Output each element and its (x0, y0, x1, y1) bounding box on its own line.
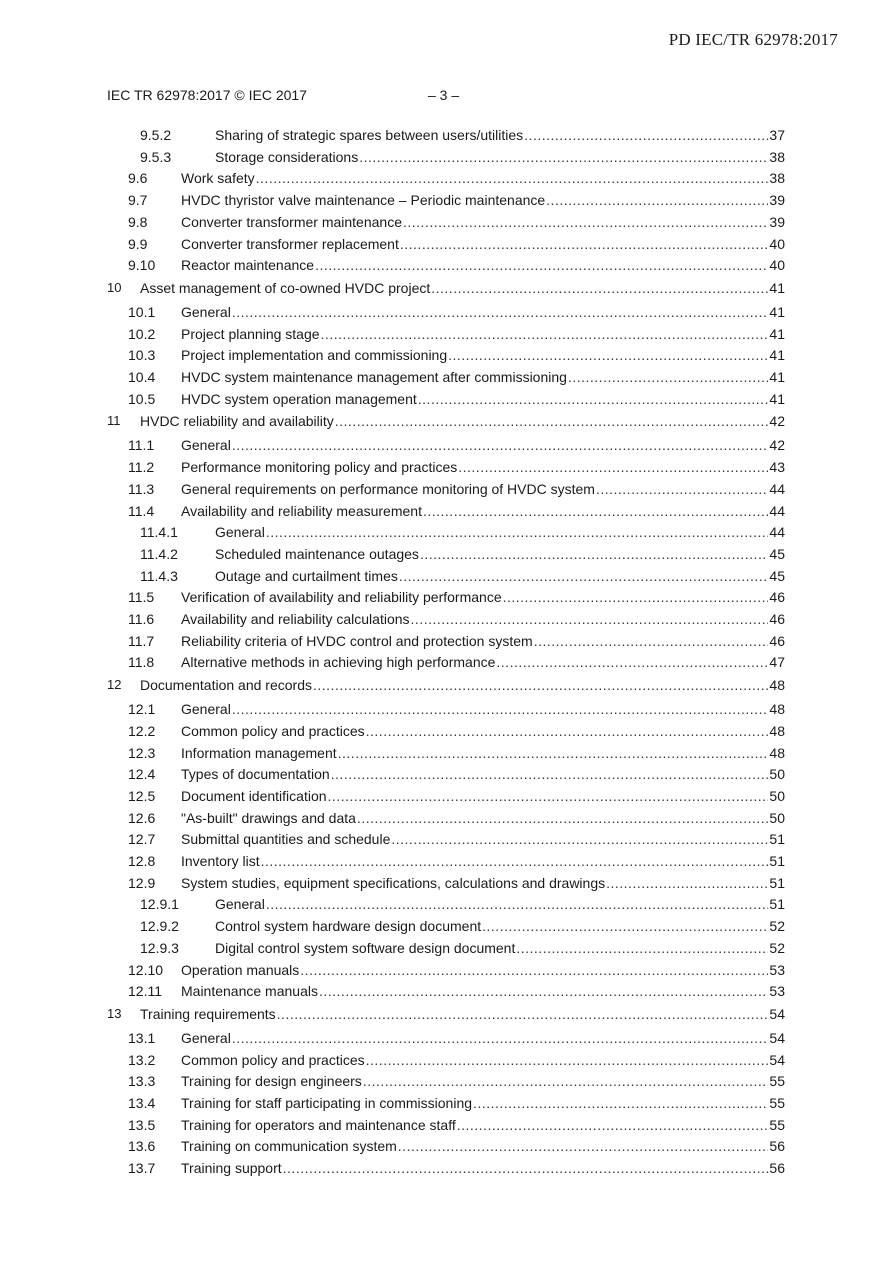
toc-entry[interactable] (0, 610, 892, 628)
toc-entry[interactable] (0, 480, 892, 498)
toc-page-number: 48 (769, 722, 785, 739)
toc-title: HVDC thyristor valve maintenance – Periodic maintenance (181, 192, 546, 209)
toc-page-number: 41 (769, 390, 785, 407)
dot-leader (277, 1005, 769, 1023)
toc-title: Reactor maintenance (181, 257, 315, 274)
toc-title: System studies, equipment specifications, calculations and drawings (181, 874, 606, 891)
toc-page-number: 45 (769, 545, 785, 562)
toc-page-number: 54 (769, 1029, 785, 1046)
toc-entry[interactable] (0, 895, 892, 913)
toc-title: HVDC system operation management (181, 390, 417, 407)
dot-leader (457, 1116, 769, 1134)
toc-number: 11.3 (128, 480, 155, 497)
toc-page-number: 40 (769, 257, 785, 274)
dot-leader (568, 368, 768, 386)
toc-number: 12.1 (128, 701, 156, 718)
dot-leader (335, 412, 769, 430)
dot-leader (534, 632, 769, 650)
toc-entry[interactable] (0, 787, 892, 805)
toc-title: General (181, 1029, 231, 1046)
toc-entry[interactable] (0, 961, 892, 979)
toc-number: 12.4 (128, 766, 156, 783)
toc-title: Common policy and practices (181, 1051, 365, 1068)
toc-title: Digital control system software design document (215, 939, 516, 956)
toc-number: 10 (107, 279, 122, 295)
toc-entry[interactable] (0, 213, 892, 231)
toc-title: Project implementation and commissioning (181, 347, 448, 364)
toc-number: 11 (107, 413, 121, 429)
toc-entry[interactable] (0, 1051, 892, 1069)
toc-entry[interactable] (0, 676, 892, 694)
toc-number: 9.6 (128, 170, 148, 187)
dot-leader (400, 235, 769, 253)
dot-leader (411, 610, 769, 628)
toc-entry[interactable] (0, 874, 892, 892)
dot-leader (321, 325, 769, 343)
toc-title: Outage and curtailment times (215, 567, 398, 584)
toc-title: General (181, 701, 231, 718)
toc-title: Common policy and practices (181, 722, 365, 739)
toc-page-number: 43 (769, 459, 785, 476)
dot-leader (448, 346, 768, 364)
dot-leader (403, 213, 768, 231)
toc-entry[interactable] (0, 346, 892, 364)
dot-leader (357, 809, 768, 827)
dot-leader (458, 458, 768, 476)
toc-number: 9.7 (128, 192, 148, 209)
dot-leader (431, 279, 768, 297)
toc-entry[interactable] (0, 744, 892, 762)
toc-entry[interactable] (0, 390, 892, 408)
toc-page-number: 51 (769, 874, 785, 891)
toc-page-number: 48 (769, 701, 785, 718)
toc-entry[interactable] (0, 235, 892, 253)
toc-entry[interactable] (0, 502, 892, 520)
dot-leader (546, 191, 768, 209)
toc-title: Operation manuals (181, 961, 300, 978)
toc-number: 10.4 (128, 369, 156, 385)
dot-leader (606, 874, 768, 892)
toc-number: 12.8 (128, 853, 156, 869)
dot-leader (482, 917, 768, 935)
toc-entry[interactable] (0, 256, 892, 274)
toc-page-number: 46 (769, 632, 785, 649)
toc-page-number: 42 (769, 437, 785, 454)
toc-entry[interactable] (0, 368, 892, 386)
toc-number: 13.5 (128, 1116, 156, 1133)
toc-title: General (215, 896, 265, 913)
toc-page-number: 41 (769, 325, 785, 342)
toc-entry[interactable] (0, 632, 892, 650)
toc-number: 12.9 (128, 874, 156, 891)
toc-title: Converter transformer replacement (181, 235, 399, 252)
toc-entry[interactable] (0, 1137, 892, 1155)
dot-leader (232, 1029, 769, 1047)
toc-entry[interactable] (0, 545, 892, 563)
toc-number: 13.7 (128, 1160, 156, 1177)
toc-title: Alternative methods in achieving high performance (181, 654, 496, 671)
toc-title: Sharing of strategic spares between users/utilities (215, 127, 524, 143)
dot-leader (423, 502, 768, 520)
toc-page-number: 45 (769, 567, 785, 584)
toc-number: 9.5.2 (140, 127, 172, 143)
toc-entry[interactable] (0, 303, 892, 321)
toc-number: 12 (107, 677, 122, 693)
toc-title: HVDC reliability and availability (140, 413, 334, 430)
dot-leader (300, 961, 768, 979)
toc-title: Training on communication system (181, 1138, 397, 1155)
toc-number: 12.5 (128, 787, 156, 804)
toc-title: Training support (181, 1160, 282, 1177)
toc-page-number: 55 (769, 1073, 785, 1090)
toc-title: Training for design engineers (181, 1073, 362, 1090)
toc-page-number: 50 (769, 809, 785, 826)
toc-page-number: 47 (769, 654, 785, 671)
toc-title: General (181, 303, 231, 320)
toc-entry[interactable] (0, 1005, 892, 1023)
toc-page-number: 53 (769, 961, 785, 978)
toc-entry[interactable] (0, 279, 892, 297)
toc-number: 11.4.2 (140, 545, 178, 562)
toc-title: Scheduled maintenance outages (215, 545, 419, 562)
toc-title: Types of documentation (181, 766, 330, 783)
toc-title: "As-built" drawings and data (181, 809, 356, 826)
toc-page-number: 46 (769, 611, 785, 627)
toc-page-number: 52 (769, 939, 785, 956)
toc-page-number: 39 (769, 192, 785, 209)
toc-page-number: 50 (769, 787, 785, 804)
toc-number: 13 (107, 1005, 122, 1021)
toc-entry[interactable] (0, 412, 892, 430)
toc-number: 12.2 (128, 722, 156, 739)
running-header-standard: IEC TR 62978:2017 © IEC 2017 (107, 87, 307, 103)
toc-page-number: 38 (769, 148, 785, 165)
dot-leader (418, 390, 769, 408)
toc-number: 12.9.1 (140, 896, 179, 913)
toc-page-number: 38 (769, 170, 785, 187)
dot-leader (366, 722, 769, 740)
toc-title: Training for staff participating in commissioning (181, 1095, 473, 1111)
toc-page-number: 51 (769, 831, 785, 848)
page-number: – 3 – (428, 87, 460, 103)
dot-leader (496, 653, 768, 671)
toc-title: Reliability criteria of HVDC control and protection system (181, 632, 533, 649)
toc-title: Submittal quantities and schedule (181, 831, 391, 848)
dot-leader (420, 545, 768, 563)
toc-title: Work safety (181, 170, 255, 187)
toc-page-number: 41 (769, 369, 785, 385)
dot-leader (261, 852, 769, 870)
toc-title: Training for operators and maintenance staff (181, 1116, 456, 1133)
toc-title: Inventory list (181, 853, 260, 869)
toc-number: 9.10 (128, 257, 156, 274)
dot-leader (363, 1072, 769, 1090)
toc-entry[interactable] (0, 1029, 892, 1047)
toc-number: 12.3 (128, 744, 156, 761)
toc-page-number: 37 (769, 127, 785, 143)
toc-number: 13.3 (128, 1073, 156, 1090)
dot-leader (391, 830, 768, 848)
toc-number: 11.8 (128, 654, 155, 671)
toc-page-number: 54 (769, 1005, 785, 1022)
toc-page-number: 55 (769, 1095, 785, 1111)
dot-leader (283, 1159, 769, 1177)
toc-entry[interactable] (0, 852, 892, 870)
toc-title: Converter transformer maintenance (181, 213, 402, 230)
toc-entry[interactable] (0, 148, 892, 166)
toc-entry[interactable] (0, 523, 892, 541)
toc-title: Information management (181, 744, 337, 761)
toc-entry[interactable] (0, 809, 892, 827)
dot-leader (232, 700, 769, 718)
toc-entry[interactable] (0, 939, 892, 957)
dot-leader (473, 1094, 768, 1112)
dot-leader (596, 480, 768, 498)
toc-entry[interactable] (0, 1094, 892, 1112)
toc-title: HVDC system maintenance management after commissioning (181, 369, 567, 385)
document-id-header: PD IEC/TR 62978:2017 (668, 30, 838, 49)
dot-leader (266, 895, 769, 913)
toc-title: Training requirements (140, 1005, 276, 1022)
dot-leader (398, 1137, 769, 1155)
toc-page-number: 41 (769, 303, 785, 320)
toc-number: 10.2 (128, 325, 156, 342)
toc-title: Document identification (181, 787, 327, 804)
toc-number: 9.5.3 (140, 148, 172, 165)
toc-number: 11.4.1 (140, 524, 178, 541)
toc-title: Maintenance manuals (181, 983, 318, 1000)
toc-number: 13.2 (128, 1051, 156, 1068)
toc-page-number: 44 (769, 502, 785, 519)
dot-leader (266, 523, 769, 541)
toc-number: 11.7 (128, 632, 155, 649)
toc-title: Verification of availability and reliability performance (181, 589, 502, 606)
toc-number: 12.9.2 (140, 918, 179, 935)
toc-page-number: 48 (769, 677, 785, 694)
toc-entry[interactable] (0, 325, 892, 343)
toc-number: 10.1 (128, 303, 156, 320)
dot-leader (319, 982, 768, 1000)
dot-leader (359, 148, 768, 166)
toc-number: 9.9 (128, 235, 148, 252)
toc-number: 12.7 (128, 831, 156, 848)
toc-entry[interactable] (0, 1159, 892, 1177)
toc-title: Documentation and records (140, 677, 312, 694)
toc-page-number: 48 (769, 744, 785, 761)
toc-page-number: 44 (769, 524, 785, 541)
dot-leader (315, 256, 768, 274)
toc-entry[interactable] (0, 1072, 892, 1090)
toc-title: Asset management of co-owned HVDC project (140, 279, 431, 296)
dot-leader (313, 676, 768, 694)
toc-number: 11.4 (128, 502, 155, 519)
toc-number: 13.1 (128, 1029, 156, 1046)
toc-number: 12.9.3 (140, 939, 179, 956)
toc-entry[interactable] (0, 191, 892, 209)
dot-leader (399, 567, 769, 585)
toc-number: 12.10 (128, 961, 164, 978)
toc-number: 11.6 (128, 611, 155, 627)
toc-entry[interactable] (0, 436, 892, 454)
toc-page-number: 42 (769, 413, 785, 430)
toc-title: General (215, 524, 265, 541)
dot-leader (366, 1051, 769, 1069)
toc-number: 12.11 (128, 983, 162, 1000)
toc-page-number: 46 (769, 589, 785, 606)
dot-leader (503, 588, 769, 606)
toc-page-number: 55 (769, 1116, 785, 1133)
toc-entry[interactable] (0, 700, 892, 718)
toc-entry[interactable] (0, 917, 892, 935)
dot-leader (524, 126, 768, 144)
toc-page-number: 56 (769, 1138, 785, 1155)
toc-number: 11.2 (128, 459, 155, 476)
toc-number: 11.5 (128, 589, 155, 606)
toc-entry[interactable] (0, 653, 892, 671)
toc-entry[interactable] (0, 169, 892, 187)
toc-title: Availability and reliability measurement (181, 502, 422, 519)
toc-page-number: 51 (769, 853, 785, 869)
toc-page-number: 53 (769, 983, 785, 1000)
toc-number: 10.5 (128, 390, 156, 407)
toc-page-number: 40 (769, 235, 785, 252)
toc-entry[interactable] (0, 458, 892, 476)
toc-entry[interactable] (0, 830, 892, 848)
toc-number: 11.1 (128, 437, 155, 454)
dot-leader (328, 787, 769, 805)
toc-page-number: 44 (769, 480, 785, 497)
toc-entry[interactable] (0, 765, 892, 783)
toc-title: Storage considerations (215, 148, 359, 165)
toc-number: 10.3 (128, 347, 156, 364)
toc-entry[interactable] (0, 722, 892, 740)
toc-entry[interactable] (0, 982, 892, 1000)
toc-title: Performance monitoring policy and practices (181, 459, 458, 476)
dot-leader (338, 744, 769, 762)
toc-page-number: 51 (769, 896, 785, 913)
toc-entry[interactable] (0, 588, 892, 606)
toc-entry[interactable] (0, 1116, 892, 1134)
toc-title: Project planning stage (181, 325, 320, 342)
toc-page-number: 39 (769, 213, 785, 230)
toc-page-number: 41 (769, 279, 785, 296)
dot-leader (232, 436, 769, 454)
toc-entry[interactable] (0, 126, 892, 144)
toc-entry[interactable] (0, 567, 892, 585)
toc-page-number: 52 (769, 918, 785, 935)
toc-number: 13.4 (128, 1095, 156, 1111)
dot-leader (331, 765, 769, 783)
dot-leader (232, 303, 769, 321)
toc-page-number: 54 (769, 1051, 785, 1068)
toc-page-number: 56 (769, 1160, 785, 1177)
toc-number: 12.6 (128, 809, 156, 826)
toc-number: 13.6 (128, 1138, 156, 1155)
toc-page-number: 50 (769, 766, 785, 783)
toc-title: Availability and reliability calculations (181, 611, 410, 627)
dot-leader (516, 939, 768, 957)
toc-number: 9.8 (128, 213, 148, 230)
dot-leader (256, 169, 769, 187)
toc-page-number: 41 (769, 347, 785, 364)
toc-title: General requirements on performance monitoring of HVDC system (181, 480, 595, 497)
toc-title: Control system hardware design document (215, 918, 482, 935)
toc-title: General (181, 437, 231, 454)
toc-number: 11.4.3 (140, 567, 178, 584)
